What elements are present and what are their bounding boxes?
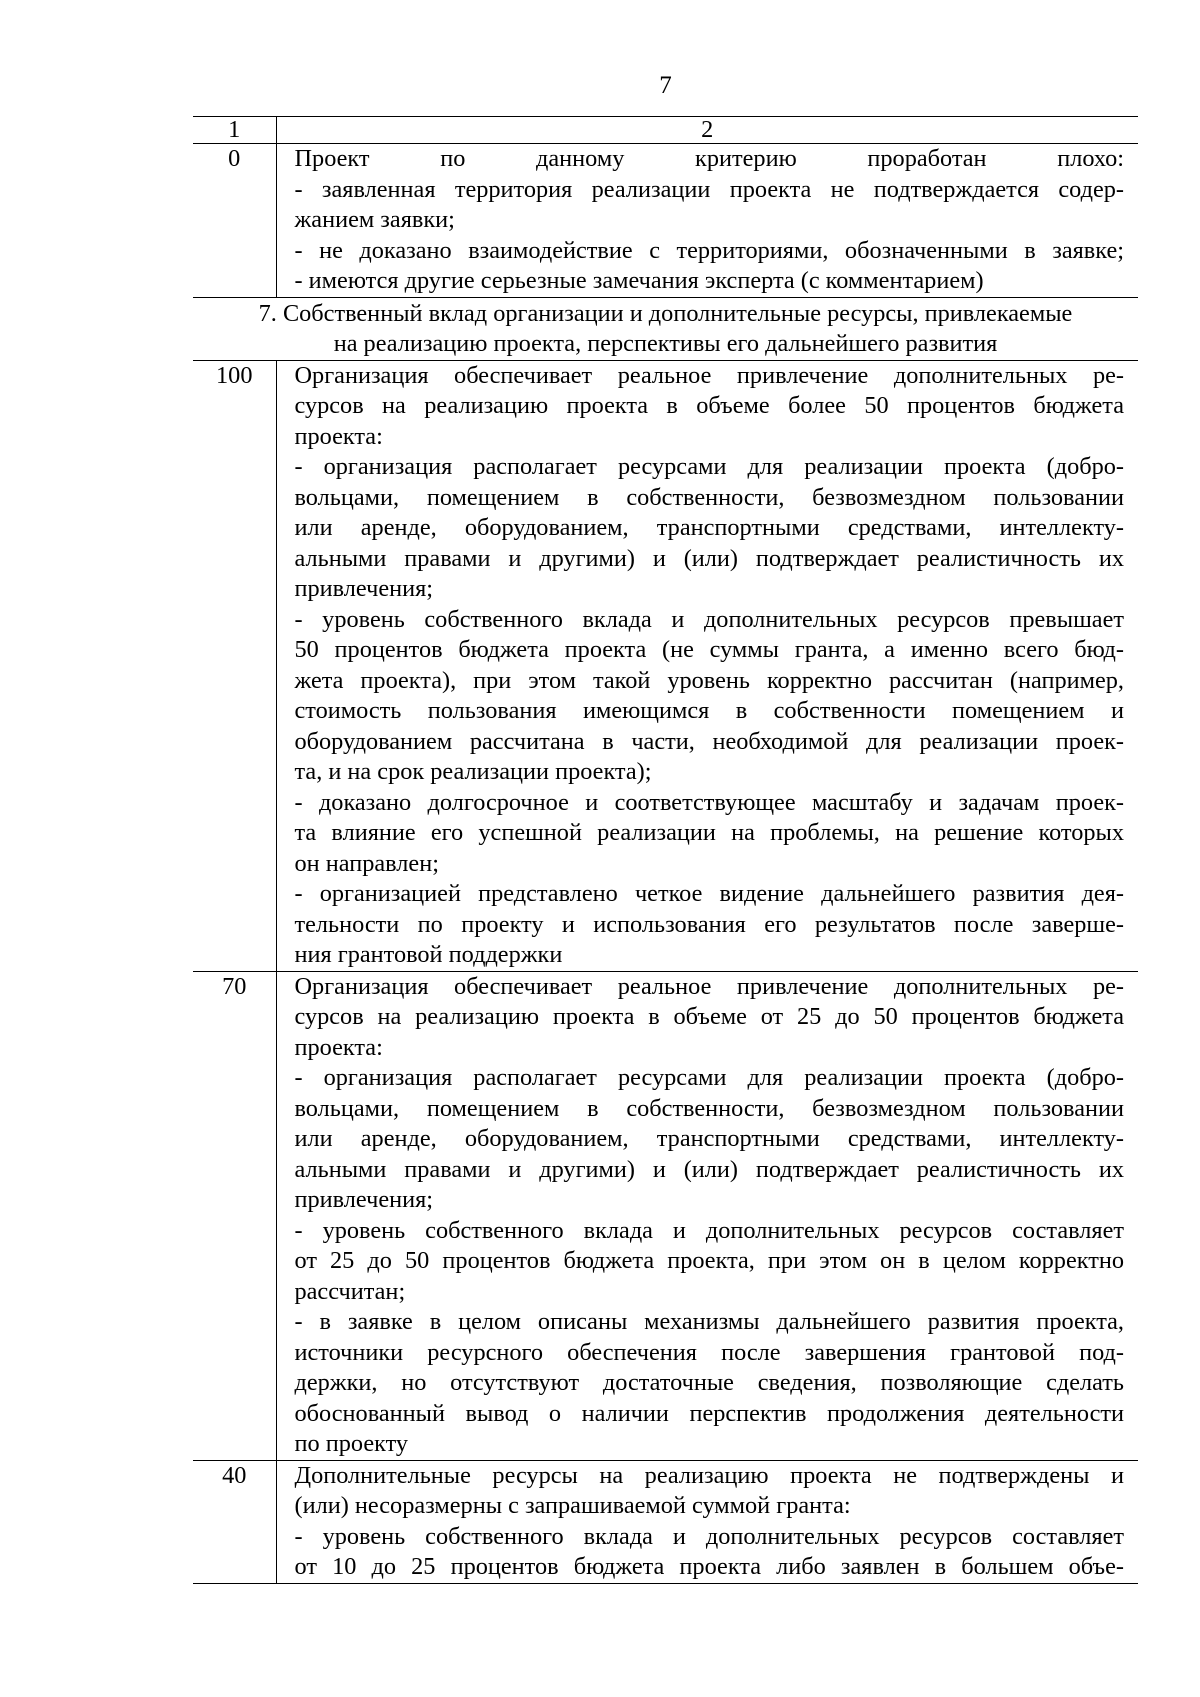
text-line: источники ресурсного обеспечения после завершения грантовой под-: [294, 1338, 1124, 1366]
text-line: привлечения;: [294, 575, 434, 602]
text-line: альными правами и другими) и (или) подтверждает реалистичность их: [294, 1155, 1124, 1183]
text-line: вольцами, помещением в собственности, безвозмездном пользовании: [294, 483, 1124, 511]
section-heading: [193, 297, 1138, 360]
text-line: - заявленная территория реализации проекта не подтверждается содер-: [294, 175, 1124, 203]
text-line: - не доказано взаимодействие с территориями, обозначенными в заявке;: [294, 236, 1124, 264]
description-cell: [276, 971, 1138, 1460]
description-cell: [276, 1460, 1138, 1583]
text-line: от 10 до 25 процентов бюджета проекта либо заявлен в большем объе-: [294, 1553, 1124, 1580]
criteria-table: [193, 116, 1138, 1584]
text-line: рассчитан;: [294, 1277, 406, 1305]
table-header-row: [193, 117, 1138, 144]
text-line: Организация обеспечивает реальное привлечение дополнительных ре-: [294, 972, 1124, 1000]
text-line: проекта:: [294, 1033, 383, 1061]
description-cell: [276, 144, 1138, 298]
text-line: сурсов на реализацию проекта в объеме более 50 процентов бюджета: [294, 392, 1124, 419]
text-line: привлечения;: [294, 1186, 434, 1213]
text-line: - уровень собственного вклада и дополнительных ресурсов превышает: [294, 605, 1124, 633]
text-line: тельности по проекту и использования его результатов после заверше-: [294, 910, 1124, 938]
text-line: ния грантовой поддержки: [294, 941, 563, 968]
text-line: - организацией представлено четкое видение дальнейшего развития дея-: [294, 880, 1124, 907]
text-line: оборудованием рассчитана в части, необходимой для реализации проек-: [294, 727, 1124, 755]
text-line: жета проекта), при этом такой уровень корректно рассчитан (например,: [294, 666, 1124, 694]
text-line: стоимость пользования имеющимся в собственности помещением и: [294, 697, 1124, 724]
text-line: Проект по данному критерию проработан плохо:: [294, 145, 1124, 172]
page-number: 7: [659, 72, 672, 99]
text-line: альными правами и другими) и (или) подтверждает реалистичность их: [294, 544, 1124, 572]
table-row: [193, 360, 1138, 971]
text-line: держки, но отсутствуют достаточные сведения, позволяющие сделать: [294, 1369, 1124, 1396]
text-line: или аренде, оборудованием, транспортными средствами, интеллекту-: [294, 514, 1124, 541]
text-line: 50 процентов бюджета проекта (не суммы гранта, а именно всего бюд-: [294, 636, 1124, 663]
section-heading-row: [193, 297, 1138, 360]
text-line: вольцами, помещением в собственности, безвозмездном пользовании: [294, 1094, 1124, 1122]
section-heading-line: 7. Собственный вклад организации и дополнительные ресурсы, привлекаемые: [258, 299, 1073, 327]
description-cell: [276, 360, 1138, 971]
text-line: жанием заявки;: [294, 206, 455, 233]
header-col-2: 2: [701, 116, 714, 143]
score-cell: 40: [193, 1460, 276, 1583]
section-heading-line: на реализацию проекта, перспективы его дальнейшего развития: [333, 330, 998, 357]
text-line: или аренде, оборудованием, транспортными средствами, интеллекту-: [294, 1125, 1124, 1152]
table-row: [193, 144, 1138, 298]
text-line: обоснованный вывод о наличии перспектив продолжения деятельности: [294, 1399, 1124, 1427]
text-line: та, и на срок реализации проекта);: [294, 758, 652, 785]
text-line: - уровень собственного вклада и дополнительных ресурсов составляет: [294, 1216, 1124, 1244]
score-cell: 100: [193, 360, 276, 971]
text-line: (или) несоразмерны с запрашиваемой суммой гранта:: [294, 1492, 851, 1519]
text-line: от 25 до 50 процентов бюджета проекта, при этом он в целом корректно: [294, 1247, 1124, 1274]
text-line: Организация обеспечивает реальное привлечение дополнительных ре-: [294, 361, 1124, 389]
score-cell: 70: [193, 971, 276, 1460]
text-line: по проекту: [294, 1430, 409, 1457]
text-line: - в заявке в целом описаны механизмы дальнейшего развития проекта,: [294, 1308, 1124, 1335]
text-line: та влияние его успешной реализации на проблемы, на решение которых: [294, 819, 1124, 846]
text-line: сурсов на реализацию проекта в объеме от 25 до 50 процентов бюджета: [294, 1003, 1124, 1030]
text-line: он направлен;: [294, 849, 439, 877]
text-line: проекта:: [294, 422, 383, 450]
text-line: - организация располагает ресурсами для реализации проекта (добро-: [294, 1064, 1124, 1091]
text-line: - организация располагает ресурсами для реализации проекта (добро-: [294, 453, 1124, 480]
text-line: - имеются другие серьезные замечания эксперта (с комментарием): [294, 267, 984, 294]
text-line: Дополнительные ресурсы на реализацию проекта не подтверждены и: [294, 1461, 1124, 1489]
table-row: [193, 971, 1138, 1460]
score-cell: 0: [193, 144, 276, 298]
text-line: - уровень собственного вклада и дополнительных ресурсов составляет: [294, 1522, 1124, 1550]
header-col-1: 1: [193, 117, 276, 144]
table-row: [193, 1460, 1138, 1583]
text-line: - доказано долгосрочное и соответствующее масштабу и задачам проек-: [294, 788, 1124, 816]
